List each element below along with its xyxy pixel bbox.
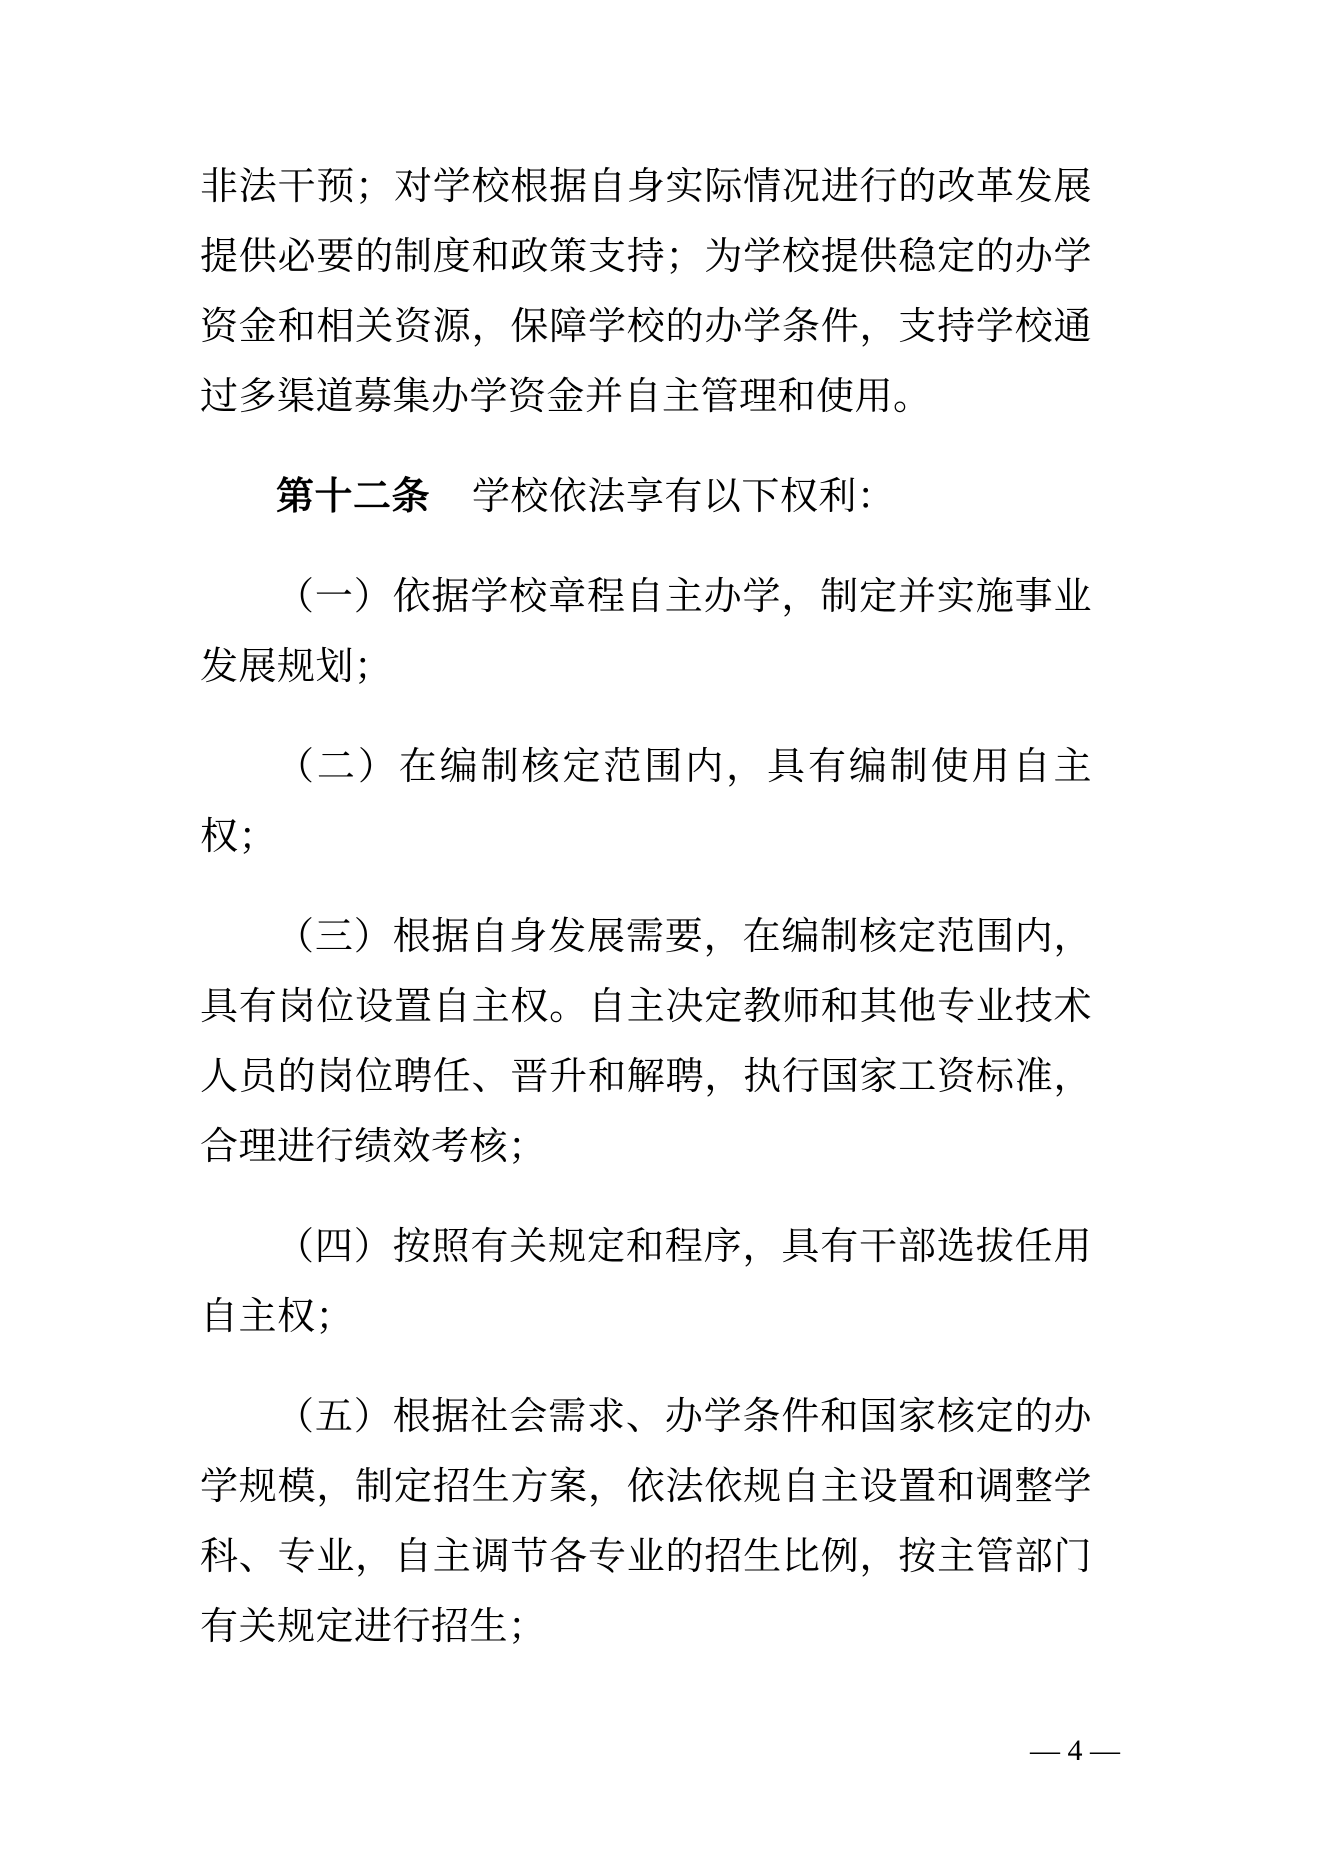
document-body	[200, 152, 1092, 1692]
article-heading: 第十二条 学校依法享有以下权利：	[276, 476, 896, 518]
article-item-4: （四）按照有关规定和程序，具有干部选拔任用自主权；	[200, 1226, 1092, 1338]
article-number-label: 第十二条	[276, 476, 431, 518]
article-item-2: （二）在编制核定范围内，具有编制使用自主权；	[200, 746, 1092, 858]
article-item-3: （三）根据自身发展需要，在编制核定范围内，具有岗位设置自主权。自主决定教师和其他专业技术人员的岗位聘任、晋升和解聘，执行国家工资标准，合理进行绩效考核；	[200, 916, 1092, 1168]
paragraph-continuation: 非法干预；对学校根据自身实际情况进行的改革发展提供必要的制度和政策支持；为学校提供稳定的办学资金和相关资源，保障学校的办学条件，支持学校通过多渠道募集办学资金并自主管理和使用。	[200, 166, 1092, 418]
article-item-5: （五）根据社会需求、办学条件和国家核定的办学规模，制定招生方案，依法依规自主设置和调整学科、专业，自主调节各专业的招生比例，按主管部门有关规定进行招生；	[200, 1396, 1092, 1648]
page-number: — 4 —	[1030, 1734, 1120, 1767]
article-item-1: （一）依据学校章程自主办学，制定并实施事业发展规划；	[200, 576, 1092, 688]
